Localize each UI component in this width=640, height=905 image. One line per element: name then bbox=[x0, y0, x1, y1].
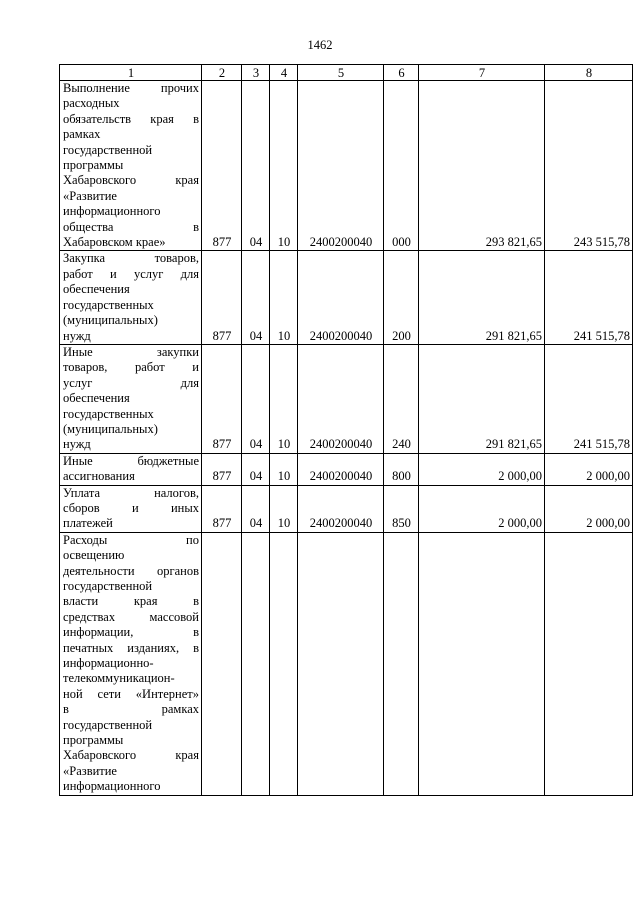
cell-c3 bbox=[242, 532, 270, 795]
description-line: деятельности органов bbox=[63, 563, 199, 578]
cell-c4: 10 bbox=[270, 251, 298, 344]
description-line: нужд bbox=[63, 328, 91, 343]
cell-c2: 877 bbox=[202, 344, 242, 453]
description-line: расходных bbox=[63, 96, 120, 111]
cell-c6: 000 bbox=[384, 81, 419, 251]
cell-c3: 04 bbox=[242, 485, 270, 532]
description-line: рамках bbox=[63, 127, 101, 142]
description-line: власти края в bbox=[63, 594, 199, 609]
description-line: информационного bbox=[63, 779, 161, 794]
description-line: «Развитие bbox=[63, 188, 117, 203]
cell-c5: 2400200040 bbox=[298, 453, 384, 485]
cell-c5: 2400200040 bbox=[298, 251, 384, 344]
description-line: Выполнение прочих bbox=[63, 81, 199, 95]
description-line: общества в bbox=[63, 219, 199, 234]
row-description bbox=[60, 344, 202, 453]
description-line: «Развитие bbox=[63, 763, 117, 778]
description-line: информационного bbox=[63, 204, 161, 219]
header-cell: 3 bbox=[242, 65, 270, 81]
description-line: информации, в bbox=[63, 625, 199, 640]
cell-c7 bbox=[419, 532, 545, 795]
cell-c3: 04 bbox=[242, 344, 270, 453]
row-description bbox=[60, 251, 202, 344]
cell-c2: 877 bbox=[202, 81, 242, 251]
description-line: Уплата налогов, bbox=[63, 485, 199, 500]
description-line: государственной bbox=[63, 142, 153, 157]
cell-c4: 10 bbox=[270, 344, 298, 453]
cell-c7: 2 000,00 bbox=[419, 453, 545, 485]
description-line: средствах массовой bbox=[63, 609, 199, 624]
header-cell: 7 bbox=[419, 65, 545, 81]
description-line: (муниципальных) bbox=[63, 421, 158, 436]
description-line: товаров, работ и bbox=[63, 360, 199, 375]
description-line: в рамках bbox=[63, 702, 199, 717]
header-cell: 2 bbox=[202, 65, 242, 81]
cell-c7: 291 821,65 bbox=[419, 251, 545, 344]
cell-c2 bbox=[202, 532, 242, 795]
cell-c8: 241 515,78 bbox=[545, 344, 633, 453]
cell-c8: 2 000,00 bbox=[545, 485, 633, 532]
cell-c8: 241 515,78 bbox=[545, 251, 633, 344]
cell-c2: 877 bbox=[202, 485, 242, 532]
cell-c6 bbox=[384, 532, 419, 795]
cell-c6: 800 bbox=[384, 453, 419, 485]
description-line: телекоммуникацион- bbox=[63, 671, 175, 686]
description-line: Закупка товаров, bbox=[63, 251, 199, 266]
cell-c7: 2 000,00 bbox=[419, 485, 545, 532]
cell-c8 bbox=[545, 532, 633, 795]
description-line: услуг для bbox=[63, 375, 199, 390]
cell-c7: 293 821,65 bbox=[419, 81, 545, 251]
cell-c4: 10 bbox=[270, 485, 298, 532]
description-line: платежей bbox=[63, 516, 113, 531]
cell-c2: 877 bbox=[202, 453, 242, 485]
budget-table bbox=[59, 64, 633, 796]
cell-c3: 04 bbox=[242, 251, 270, 344]
row-description bbox=[60, 485, 202, 532]
row-description bbox=[60, 532, 202, 795]
cell-c3: 04 bbox=[242, 81, 270, 251]
cell-c8: 243 515,78 bbox=[545, 81, 633, 251]
description-line: работ и услуг для bbox=[63, 266, 199, 281]
description-line: программы bbox=[63, 733, 124, 748]
table-row bbox=[60, 251, 633, 344]
page-number: 1462 bbox=[307, 38, 333, 52]
cell-c6: 200 bbox=[384, 251, 419, 344]
cell-c7: 291 821,65 bbox=[419, 344, 545, 453]
description-line: обеспечения bbox=[63, 391, 130, 406]
description-line: (муниципальных) bbox=[63, 313, 158, 328]
description-line: ассигнования bbox=[63, 469, 135, 484]
cell-c5: 2400200040 bbox=[298, 485, 384, 532]
description-line: обеспечения bbox=[63, 282, 130, 297]
description-line: Хабаровском крае» bbox=[63, 235, 166, 250]
description-line: обязательств края в bbox=[63, 111, 199, 126]
description-line: Иные бюджетные bbox=[63, 453, 199, 468]
description-line: Хабаровского края bbox=[63, 748, 199, 763]
cell-c4: 10 bbox=[270, 453, 298, 485]
description-line: государственной bbox=[63, 579, 153, 593]
header-cell: 8 bbox=[545, 65, 633, 81]
description-line: государственной bbox=[63, 717, 153, 732]
cell-c4: 10 bbox=[270, 81, 298, 251]
cell-c4 bbox=[270, 532, 298, 795]
description-line: нужд bbox=[63, 437, 91, 452]
header-cell: 6 bbox=[384, 65, 419, 81]
description-line: сборов и иных bbox=[63, 500, 199, 515]
cell-c5: 2400200040 bbox=[298, 81, 384, 251]
description-line: информационно- bbox=[63, 656, 154, 671]
header-cell: 1 bbox=[60, 65, 202, 81]
cell-c5: 2400200040 bbox=[298, 344, 384, 453]
cell-c6: 850 bbox=[384, 485, 419, 532]
row-description bbox=[60, 453, 202, 485]
table-row bbox=[60, 453, 633, 485]
description-line: Расходы по bbox=[63, 532, 199, 547]
cell-c2: 877 bbox=[202, 251, 242, 344]
cell-c3: 04 bbox=[242, 453, 270, 485]
cell-c8: 2 000,00 bbox=[545, 453, 633, 485]
header-cell: 4 bbox=[270, 65, 298, 81]
table-row bbox=[60, 344, 633, 453]
table-row bbox=[60, 81, 633, 251]
description-line: государственных bbox=[63, 297, 154, 312]
description-line: государственных bbox=[63, 406, 154, 421]
description-line: ной сети «Интернет» bbox=[63, 686, 199, 701]
description-line: освещению bbox=[63, 548, 125, 563]
description-line: Хабаровского края bbox=[63, 173, 199, 188]
table-row bbox=[60, 532, 633, 795]
description-line: программы bbox=[63, 158, 124, 173]
row-description bbox=[60, 81, 202, 251]
description-line: печатных изданиях, в bbox=[63, 640, 199, 655]
cell-c5 bbox=[298, 532, 384, 795]
description-line: Иные закупки bbox=[63, 344, 199, 359]
header-cell: 5 bbox=[298, 65, 384, 81]
header-row bbox=[60, 65, 633, 81]
cell-c6: 240 bbox=[384, 344, 419, 453]
table-row bbox=[60, 485, 633, 532]
